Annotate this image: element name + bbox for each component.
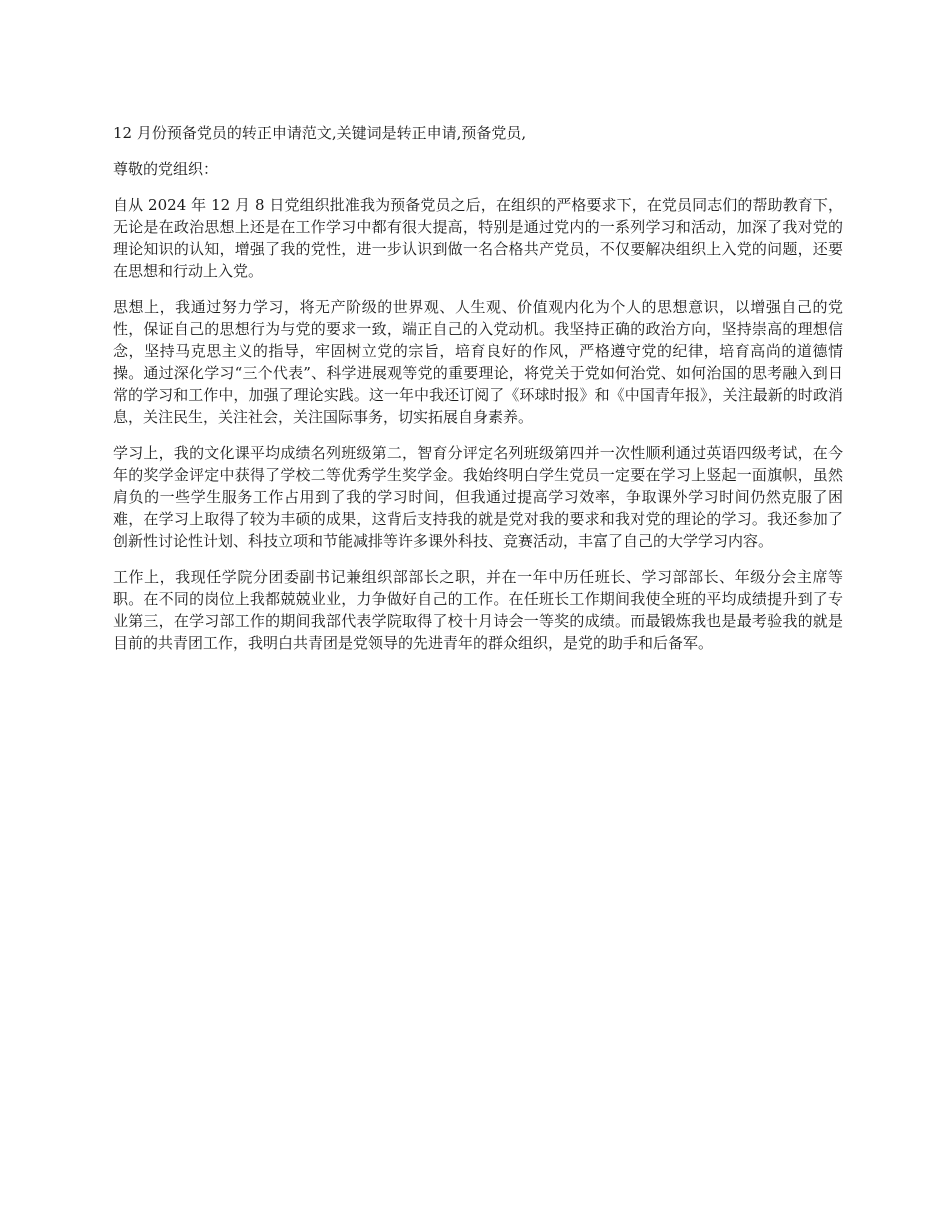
document-page — [113, 122, 843, 668]
paragraph-intro: 自从 2024 年 12 月 8 日党组织批准我为预备党员之后，在组织的严格要求下，在党员同志们的帮助教育下，无论是在政治思想上还是在工作学习中都有很大提高，特别是通过党内的一系列学习和活动，加深了我对党的理论知识的认知，增强了我的党性，进一步认识到做一名合格共产党员，不仅要解决组织上入党的问题，还要在思想和行动上入党。 — [113, 196, 843, 280]
paragraph-work: 工作上，我现任学院分团委副书记兼组织部部长之职，并在一年中历任班长、学习部部长、年级分会主席等职。在不同的岗位上我都兢兢业业，力争做好自己的工作。在任班长工作期间我使全班的平均成绩提升到了专业第三，在学习部工作的期间我部代表学院取得了校十月诗会一等奖的成绩。而最锻炼我也是最考验我的就是目前的共青团工作，我明白共青团是党领导的先进青年的群众组织，是党的助手和后备军。 — [113, 568, 843, 652]
paragraph-study: 学习上，我的文化课平均成绩名列班级第二，智育分评定名列班级第四并一次性顺利通过英语四级考试，在今年的奖学金评定中获得了学校二等优秀学生奖学金。我始终明白学生党员一定要在学习上竖起一面旗帜，虽然肩负的一些学生服务工作占用到了我的学习时间，但我通过提高学习效率，争取课外学习时间仍然克服了困难，在学习上取得了较为丰硕的成果，这背后支持我的就是党对我的要求和我对党的理论的学习。我还参加了创新性讨论性计划、科技立项和节能减排等许多课外科技、竞赛活动，丰富了自己的大学学习内容。 — [113, 444, 843, 550]
salutation: 尊敬的党组织： — [113, 160, 219, 178]
document-title-line: 12 月份预备党员的转正申请范文,关键词是转正申请,预备党员, — [113, 124, 527, 142]
paragraph-ideology: 思想上，我通过努力学习，将无产阶级的世界观、人生观、价值观内化为个人的思想意识，以增强自己的党性，保证自己的思想行为与党的要求一致，端正自己的入党动机。我坚持正确的政治方向，坚持崇高的理想信念，坚持马克思主义的指导，牢固树立党的宗旨，培育良好的作风，严格遵守党的纪律，培育高尚的道德情操。通过深化学习“三个代表”、科学进展观等党的重要理论，将党关于党如何治党、如何治国的思考融入到日常的学习和工作中，加强了理论实践。这一年中我还订阅了《环球时报》和《中国青年报》，关注最新的时政消息，关注民生，关注社会，关注国际事务，切实拓展自身素养。 — [113, 298, 843, 426]
